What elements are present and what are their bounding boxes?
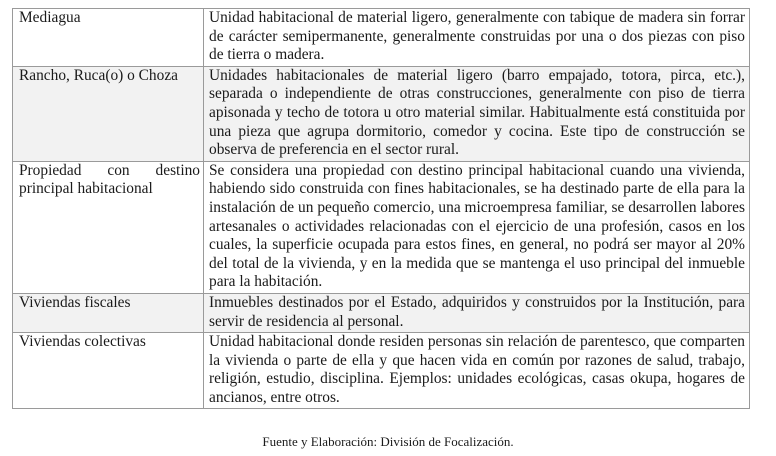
definition-cell: Se considera una propiedad con destino principal habitacional cuando una vivienda, habiendo sido construida con fines habitacionales, se ha destinado parte de ella para la instalación de un pequeño comercio, una microempresa familiar, se desarrollen labores artesanales o actividades relacionadas con el ejercicio de una profesión, casos en los cuales, la superficie ocupada para estos fines, en general, no podrá ser mayor al 20% del total de la vivienda, y en la medida que se mantenga el uso principal del inmueble para la habitación. <box>204 161 750 293</box>
table-source-caption: Fuente y Elaboración: División de Focalización. <box>262 434 514 449</box>
table-row <box>13 161 750 293</box>
definition-cell: Unidad habitacional de material ligero, generalmente con tabique de madera sin forrar de carácter semipermanente, generalmente construidas por una o dos piezas con piso de tierra o madera. <box>204 9 750 67</box>
table-row <box>13 9 750 67</box>
term-cell: Rancho, Ruca(o) o Choza <box>13 66 204 161</box>
definitions-table <box>12 8 750 409</box>
term-cell: Propiedad con destino principal habitacional <box>13 161 204 293</box>
table-row <box>13 293 750 332</box>
term-cell: Viviendas fiscales <box>13 293 204 332</box>
term-cell: Viviendas colectivas <box>13 333 204 409</box>
definition-cell: Unidad habitacional donde residen personas sin relación de parentesco, que comparten la vivienda o parte de ella y que hacen vida en común por razones de salud, trabajo, religión, estudio, disciplina. Ejemplos: unidades ecológicas, casas okupa, hogares de ancianos, entre otros. <box>204 333 750 409</box>
table-row <box>13 66 750 161</box>
definitions-table-container <box>12 8 750 409</box>
definition-cell: Inmuebles destinados por el Estado, adquiridos y construidos por la Institución, para servir de residencia al personal. <box>204 293 750 332</box>
term-cell: Mediagua <box>13 9 204 67</box>
table-row <box>13 333 750 409</box>
definition-cell: Unidades habitacionales de material ligero (barro empajado, totora, pirca, etc.), separada o independiente de otras construcciones, generalmente con piso de tierra apisonada y techo de totora u otro material similar. Habitualmente está constituida por una pieza que agrupa dormitorio, comedor y cocina. Este tipo de construcción se observa de preferencia en el sector rural. <box>204 66 750 161</box>
